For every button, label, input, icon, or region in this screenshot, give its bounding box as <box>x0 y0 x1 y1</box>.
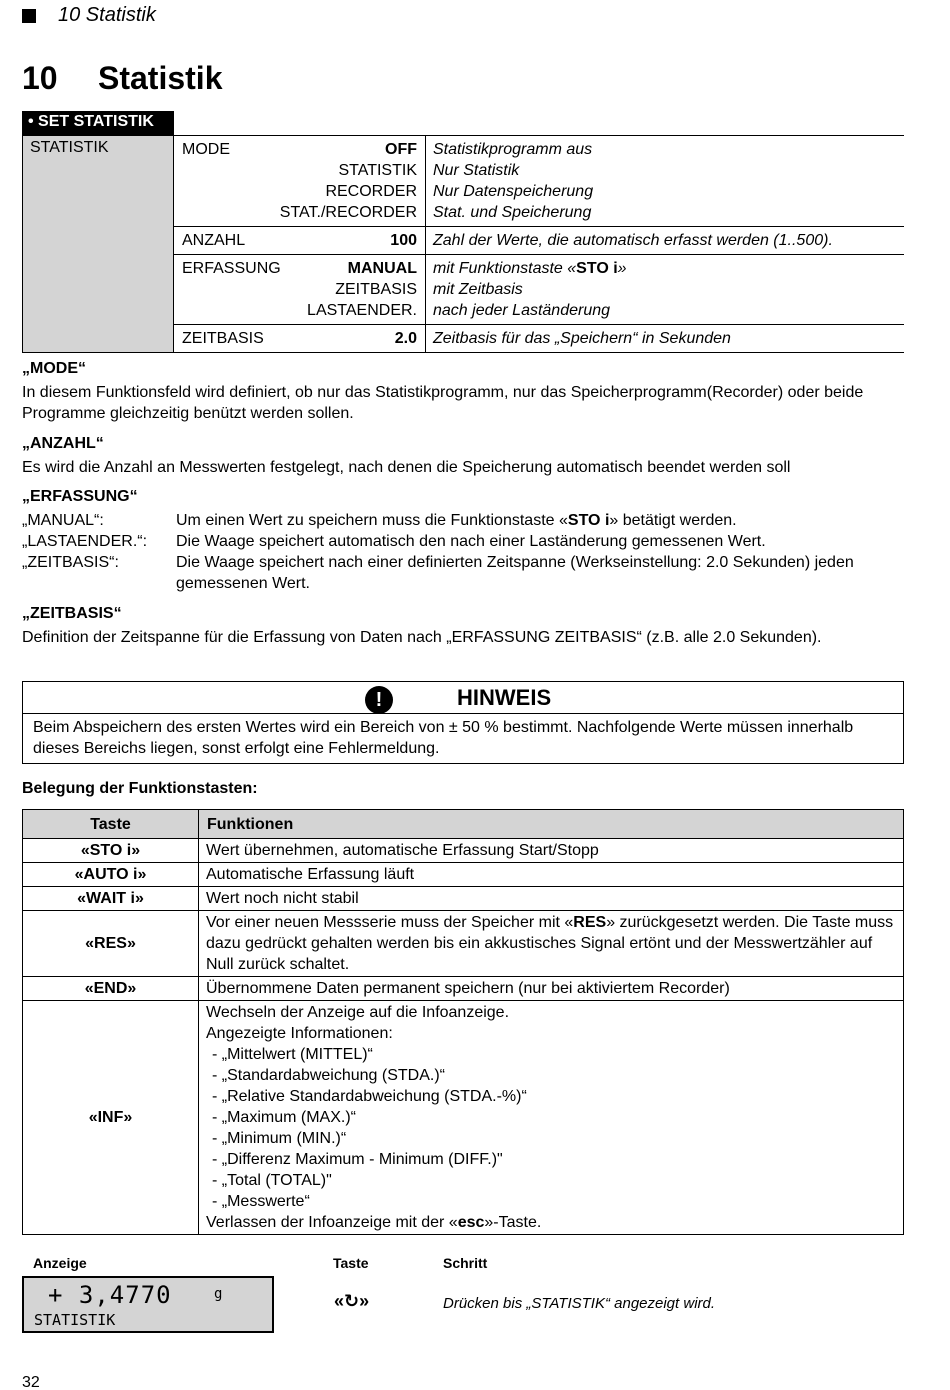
procedure-step <box>22 1255 902 1335</box>
anzahl-section <box>22 433 906 478</box>
zeitbasis-description: Zeitbasis für das „Speichern“ in Sekunden <box>426 325 905 353</box>
mode-section <box>22 358 906 424</box>
erfassung-options: ERFASSUNG MANUAL ZEITBASIS LASTAENDER. <box>174 255 426 325</box>
lcd-display <box>22 1276 274 1333</box>
lcd-text: STATISTIK <box>34 1311 116 1329</box>
zeitbasis-section <box>22 603 906 648</box>
exclamation-icon: ! <box>365 686 393 714</box>
mode-heading: „MODE“ <box>22 360 86 377</box>
lcd-value: + 3,4770 <box>48 1281 172 1309</box>
anzahl-heading: „ANZAHL“ <box>22 435 104 452</box>
hinweis-text: Beim Abspeichern des ersten Wertes wird ein Bereich von ± 50 % bestimmt. Nachfolgende Werte müssen innerhalb dieses Bereichs liegen, sonst erfolgt eine Fehlermeldung. <box>33 719 854 757</box>
erfassung-lastaender-row: „LASTAENDER.“: Die Waage speichert automatisch den nach einer Laständerung gemessenen Wert. <box>22 533 766 550</box>
table-header-row <box>23 810 904 839</box>
zeitbasis-heading: „ZEITBASIS“ <box>22 605 122 622</box>
table-row: «WAIT i» Wert noch nicht stabil <box>23 887 904 911</box>
table-row: «INF» Wechseln der Anzeige auf die Infoanzeige. Angezeigte Informationen: - „Mittelwert (MITTEL)“ - „Standardabweichung (STDA.)“ - „Relative Standardabweichung (STDA.-%)“ - „Maximum (MAX.)“ - „Minimum (MIN.)“ - „Differenz Maximum - Minimum (DIFF.)" - „Total (TOTAL)" - „Messwerte“ Verlassen der Infoanzeige mit der «esc»-Taste. <box>23 1001 904 1235</box>
table-row: «END» Übernommene Daten permanent speichern (nur bei aktiviertem Recorder) <box>23 977 904 1001</box>
erfassung-zeitbasis-row: „ZEITBASIS“: Die Waage speichert nach einer definierten Zeitspanne (Werkseinstellung: 2.0 Sekunden) jeden gemessenen Wert. <box>22 554 854 592</box>
zeitbasis-text: Definition der Zeitspanne für die Erfassung von Daten nach „ERFASSUNG ZEITBASIS“ (z.B. alle 2.0 Sekunden). <box>22 629 822 646</box>
label-schritt: Schritt <box>443 1255 488 1271</box>
hinweis-box <box>22 681 904 764</box>
label-taste: Taste <box>333 1255 369 1271</box>
erfassung-section <box>22 486 906 594</box>
statistik-cell: STATISTIK <box>23 136 174 353</box>
anzahl-text: Es wird die Anzahl an Messwerten festgelegt, nach denen die Speicherung automatisch beendet werden soll <box>22 459 791 476</box>
table-row: «RES» Vor einer neuen Messserie muss der Speicher mit «RES» zurückgesetzt werden. Die Taste muss dazu gedrückt gehalten werden bis ein akkustisches Signal ertönt und der Messwertzähler auf Null zurück schaltet. <box>23 911 904 977</box>
erfassung-heading: „ERFASSUNG“ <box>22 488 138 505</box>
refresh-key-icon: «↻» <box>334 1291 370 1311</box>
set-statistik-table <box>22 135 904 353</box>
chapter-name: Statistik <box>98 60 223 96</box>
header-text: 10 Statistik <box>58 4 156 26</box>
functions-table <box>22 809 904 1235</box>
anzahl-description: Zahl der Werte, die automatisch erfasst werden (1..500). <box>426 227 905 255</box>
header-square-icon <box>22 9 36 23</box>
label-anzeige: Anzeige <box>33 1255 87 1271</box>
erfassung-descriptions: mit Funktionstaste «STO i» mit Zeitbasis nach jeder Laständerung <box>426 255 905 325</box>
hinweis-title: HINWEIS <box>457 685 552 710</box>
functions-title: Belegung der Funktionstasten: <box>22 780 258 797</box>
zeitbasis-option: ZEITBASIS 2.0 <box>174 325 426 353</box>
table-row: «AUTO i» Automatische Erfassung läuft <box>23 863 904 887</box>
erfassung-manual-row: „MANUAL“: Um einen Wert zu speichern muss die Funktionstaste «STO i» betätigt werden. <box>22 512 737 529</box>
table-row: «STO i» Wert übernehmen, automatische Erfassung Start/Stopp <box>23 839 904 863</box>
page-number: 32 <box>22 1374 40 1390</box>
schritt-text: Drücken bis „STATISTIK“ angezeigt wird. <box>443 1295 716 1312</box>
mode-options: MODE OFF STATISTIK RECORDER STAT./RECORDER <box>174 136 426 227</box>
mode-descriptions: Statistikprogramm aus Nur Statistik Nur Datenspeicherung Stat. und Speicherung <box>426 136 905 227</box>
lcd-unit: g <box>214 1286 223 1302</box>
page-header <box>22 4 156 27</box>
mode-text: In diesem Funktionsfeld wird definiert, ob nur das Statistikprogramm, nur das Speicherprogramm(Recorder) oder beide Programme gleichzeitig benützt werden sollen. <box>22 384 864 422</box>
anzahl-option: ANZAHL 100 <box>174 227 426 255</box>
col-funktionen: Funktionen <box>199 810 904 839</box>
chapter-number: 10 <box>22 60 58 96</box>
set-statistik-tab: • SET STATISTIK <box>22 111 174 135</box>
col-taste: Taste <box>23 810 199 839</box>
chapter-title <box>22 60 222 97</box>
